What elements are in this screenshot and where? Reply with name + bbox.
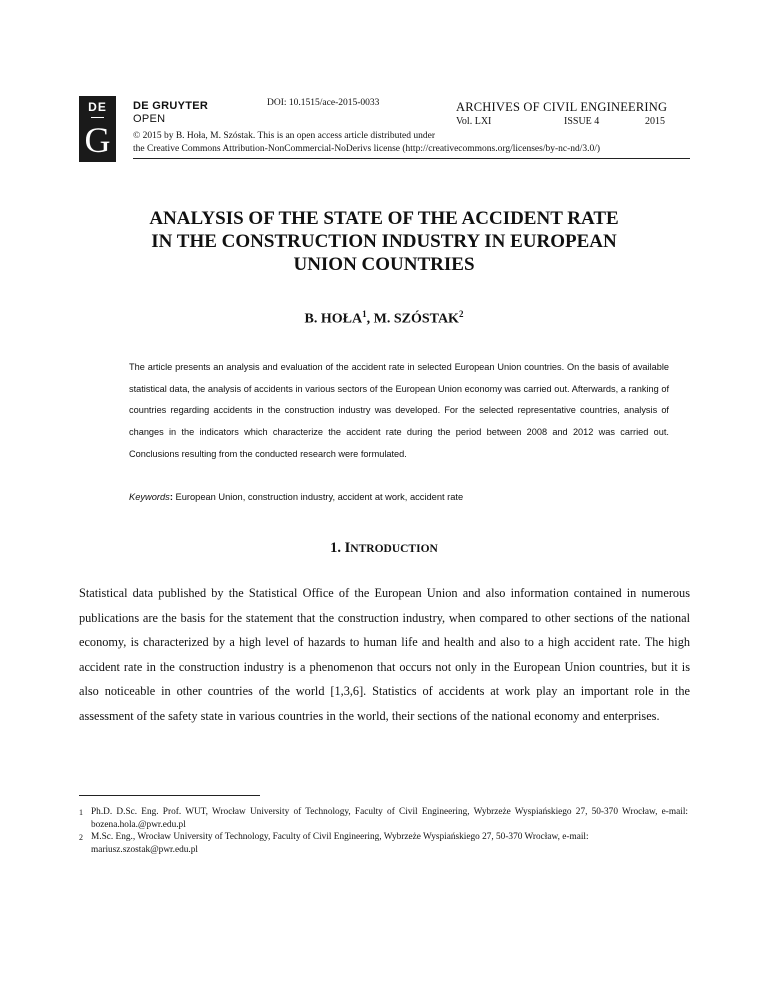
publisher-logo	[79, 96, 116, 162]
publisher-name: DE GRUYTER	[133, 100, 209, 112]
journal-year: 2015	[645, 116, 665, 127]
author-list	[0, 309, 768, 328]
footnote-text: M.Sc. Eng., Wrocław University of Technology, Faculty of Civil Engineering, Wybrzeże Wyspiańskiego 27, 50-370 Wrocław, e-mail: mariusz.szostak@pwr.edu.pl	[91, 832, 589, 855]
section-heading	[0, 540, 768, 557]
footnote-text: Ph.D. D.Sc. Eng. Prof. WUT, Wrocław University of Technology, Faculty of Civil Engineering, Wybrzeże Wyspiańskiego 27, 50-370 Wrocław, e-mail: bozena.hola.@pwr.edu.pl	[91, 807, 688, 830]
author-name: M. SZÓSTAK	[373, 311, 459, 327]
license-link[interactable]: the Creative Commons Attribution-NonCommercial-NoDerivs license (http://creativecommons.org/licenses/by-nc-nd/3.0/)	[133, 144, 601, 154]
author-affiliation-mark: 1	[362, 309, 367, 319]
copyright-line-1: © 2015 by B. Hoła, M. Szóstak. This is an open access article distributed under	[133, 131, 436, 141]
logo-de-text: DE	[88, 100, 107, 114]
header-divider	[133, 158, 690, 159]
intro-paragraph: Statistical data published by the Statistical Office of the European Union and also information contained in numerous publications are the basis for the statement that the construction industry, when compared to other sections of the national economy, is characterized by a high level of hazards to human life and health and also to a high accident rate. The high accident rate in the construction industry is a phenomenon that occurs not only in the European Union countries, but it is also noticeable in other countries of the world [1,3,6]. Statistics of accidents at work play an important role in the assessment of the safety state in various countries in the world, their sections of the national economy and enterprises.	[79, 586, 690, 723]
author-affiliation-mark: 2	[458, 309, 464, 319]
abstract: The article presents an analysis and evaluation of the accident rate in selected European Union countries. On the basis of available statistical data, the analysis of accidents in various sectors of the European Union economy was carried out. Afterwards, a ranking of countries regarding accidents in the construction industry was developed. For the selected representative countries, analysis of changes in the indicators which characterize the accident rate during the period between 2008 and 2012 was carried out. Conclusions resulting from the conducted research were formulated.	[129, 362, 669, 459]
doi-link[interactable]: DOI: 10.1515/ace-2015-0033	[267, 98, 380, 108]
title-line: UNION COUNTRIES	[293, 254, 475, 275]
footnote-mark: 2	[79, 833, 83, 842]
keywords-label: Keywords	[129, 492, 170, 502]
journal-issue: ISSUE 4	[564, 116, 600, 127]
journal-name: ARCHIVES OF CIVIL ENGINEERING	[456, 100, 668, 114]
keywords-colon: :	[169, 492, 173, 502]
author-name: B. HOŁA	[304, 311, 363, 327]
journal-volume: Vol. LXI	[456, 116, 492, 127]
footnote	[79, 806, 690, 832]
publisher-subtitle: OPEN	[133, 113, 166, 125]
author-separator: ,	[366, 311, 374, 327]
logo-divider	[91, 117, 104, 118]
logo-g-text: G	[84, 120, 111, 160]
keywords-text: European Union, construction industry, accident at work, accident rate	[172, 492, 464, 502]
title-line: ANALYSIS OF THE STATE OF THE ACCIDENT RATE	[149, 208, 619, 229]
footnote-divider	[79, 795, 260, 796]
keywords	[129, 492, 463, 502]
section-number: 1. I	[330, 540, 351, 556]
footnote	[79, 831, 690, 857]
footnote-mark: 1	[79, 808, 83, 817]
article-title	[70, 207, 698, 276]
section-title: NTRODUCTION	[350, 543, 438, 555]
title-line: IN THE CONSTRUCTION INDUSTRY IN EUROPEAN	[151, 231, 617, 252]
